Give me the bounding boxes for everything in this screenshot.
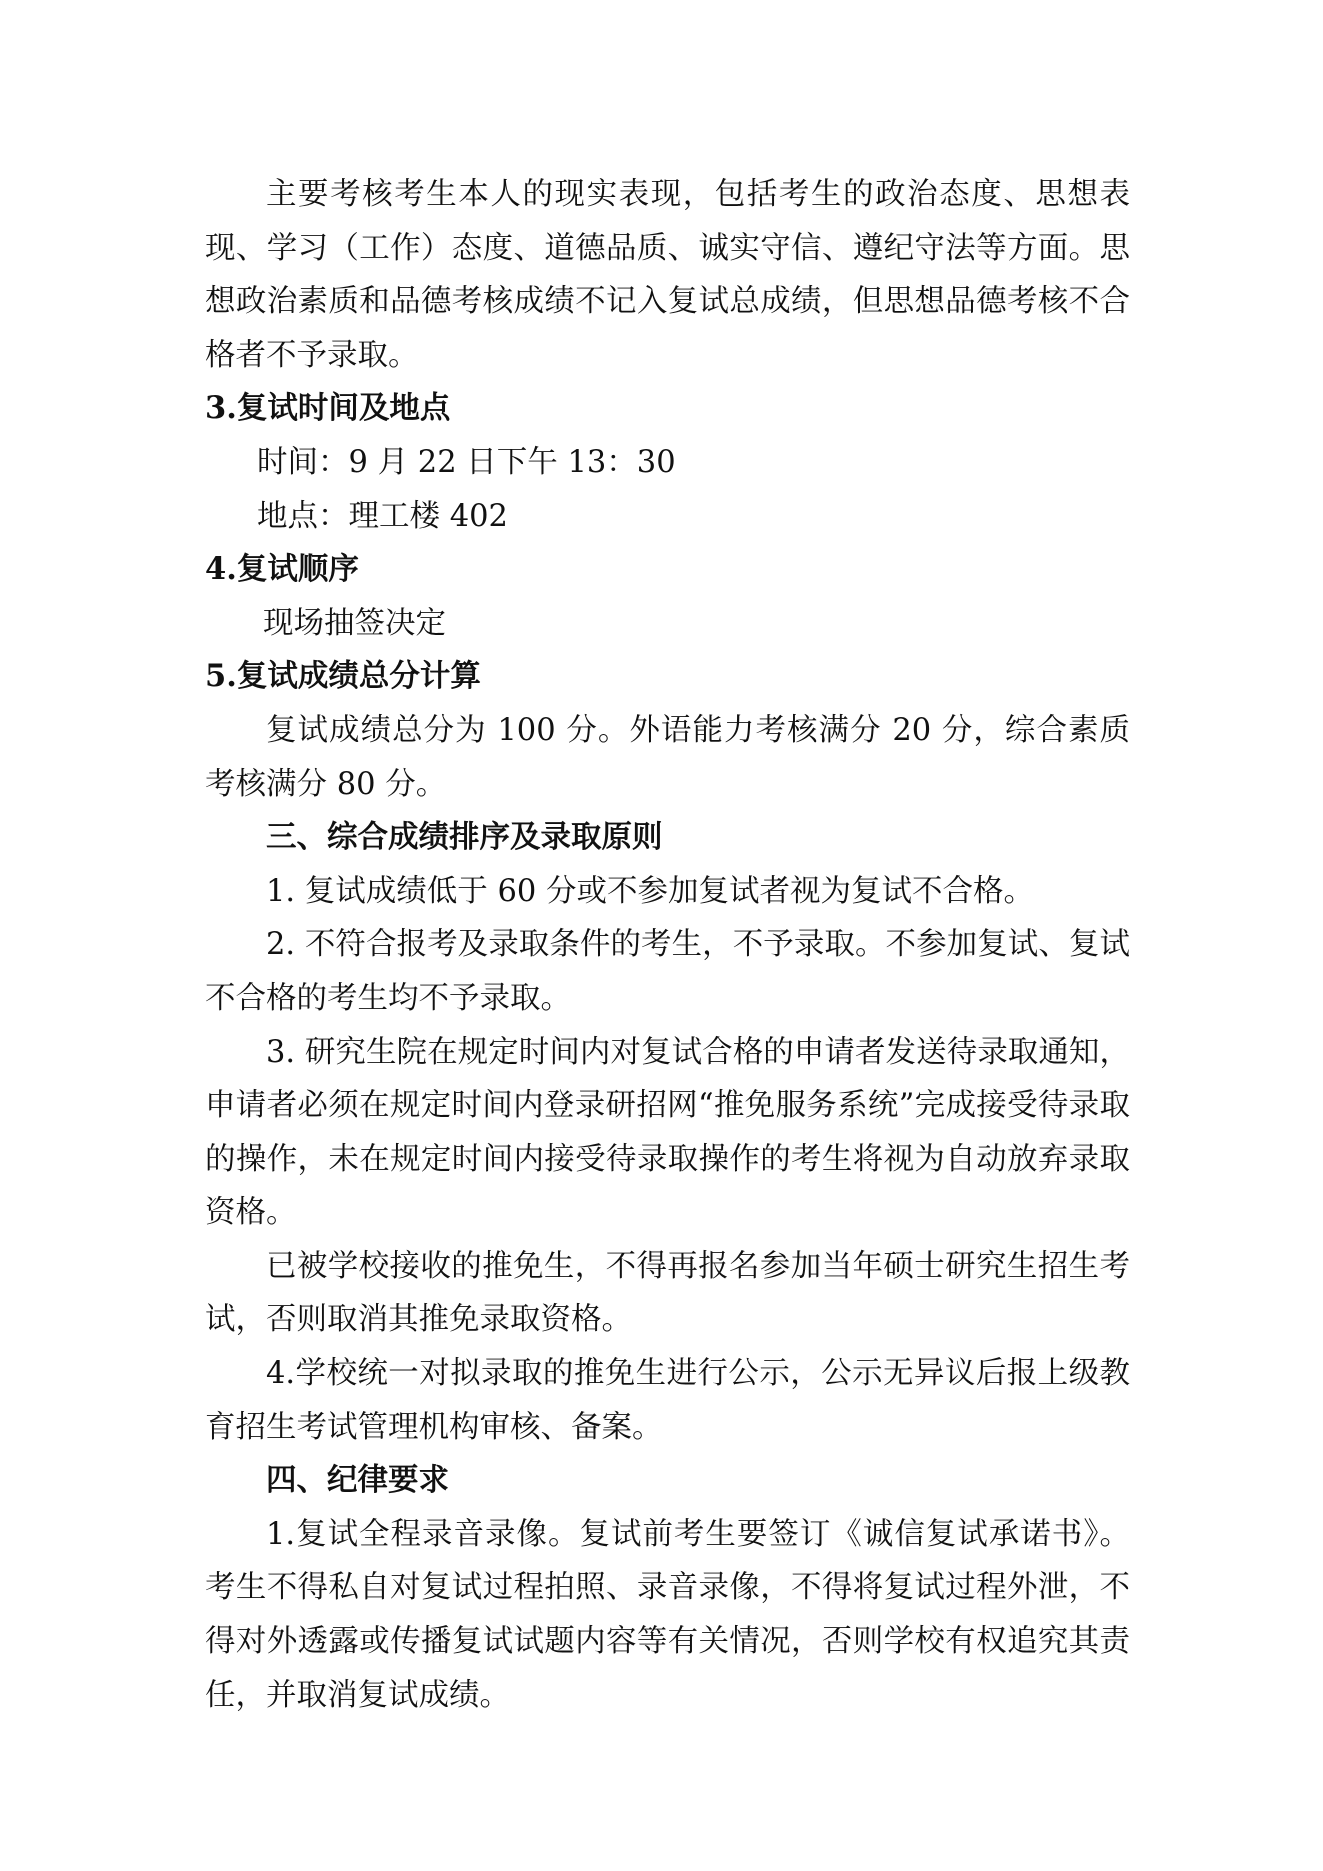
paragraph-ideology-assessment: 主要考核考生本人的现实表现，包括考生的政治态度、思想表现、学习（工作）态度、道德品质、诚实守信、遵纪守法等方面。思想政治素质和品德考核成绩不记入复试总成绩，但思想品德考核不合格者不予录取。 (205, 177, 1130, 373)
rule-2: 2. 不符合报考及录取条件的考生，不予录取。不参加复试、复试不合格的考生均不予录取。 (205, 927, 1130, 1016)
rule-1: 1. 复试成绩低于 60 分或不参加复试者视为复试不合格。 (266, 873, 1034, 909)
retest-place: 地点：理工楼 402 (257, 498, 508, 534)
section-heading-ranking-admission: 三、综合成绩排序及录取原则 (266, 819, 663, 856)
heading-retest-time-place: 3.复试时间及地点 (205, 390, 451, 427)
retest-order-text: 现场抽签决定 (263, 605, 446, 641)
rule-4: 4.学校统一对拟录取的推免生进行公示，公示无异议后报上级教育招生考试管理机构审核、备案。 (205, 1356, 1130, 1445)
retest-time: 时间：9 月 22 日下午 13：30 (257, 444, 676, 480)
rule-3-supplement: 已被学校接收的推免生，不得再报名参加当年硕士研究生招生考试，否则取消其推免录取资格。 (205, 1248, 1130, 1338)
document-page (205, 168, 1130, 1722)
heading-score-calculation: 5.复试成绩总分计算 (205, 658, 481, 695)
heading-retest-order: 4.复试顺序 (205, 551, 359, 588)
discipline-1: 1.复试全程录音录像。复试前考生要签订《诚信复试承诺书》。考生不得私自对复试过程拍照、录音录像，不得将复试过程外泄，不得对外透露或传播复试试题内容等有关情况，否则学校有权追究其责任，并取消复试成绩。 (205, 1516, 1130, 1713)
rule-3: 3. 研究生院在规定时间内对复试合格的申请者发送待录取通知，申请者必须在规定时间内登录研招网“推免服务系统”完成接受待录取的操作，未在规定时间内接受待录取操作的考生将视为自动放弃录取资格。 (205, 1034, 1130, 1231)
section-heading-discipline: 四、纪律要求 (266, 1462, 449, 1499)
paragraph-score-calculation: 复试成绩总分为 100 分。外语能力考核满分 20 分，综合素质考核满分 80 分。 (205, 712, 1130, 802)
